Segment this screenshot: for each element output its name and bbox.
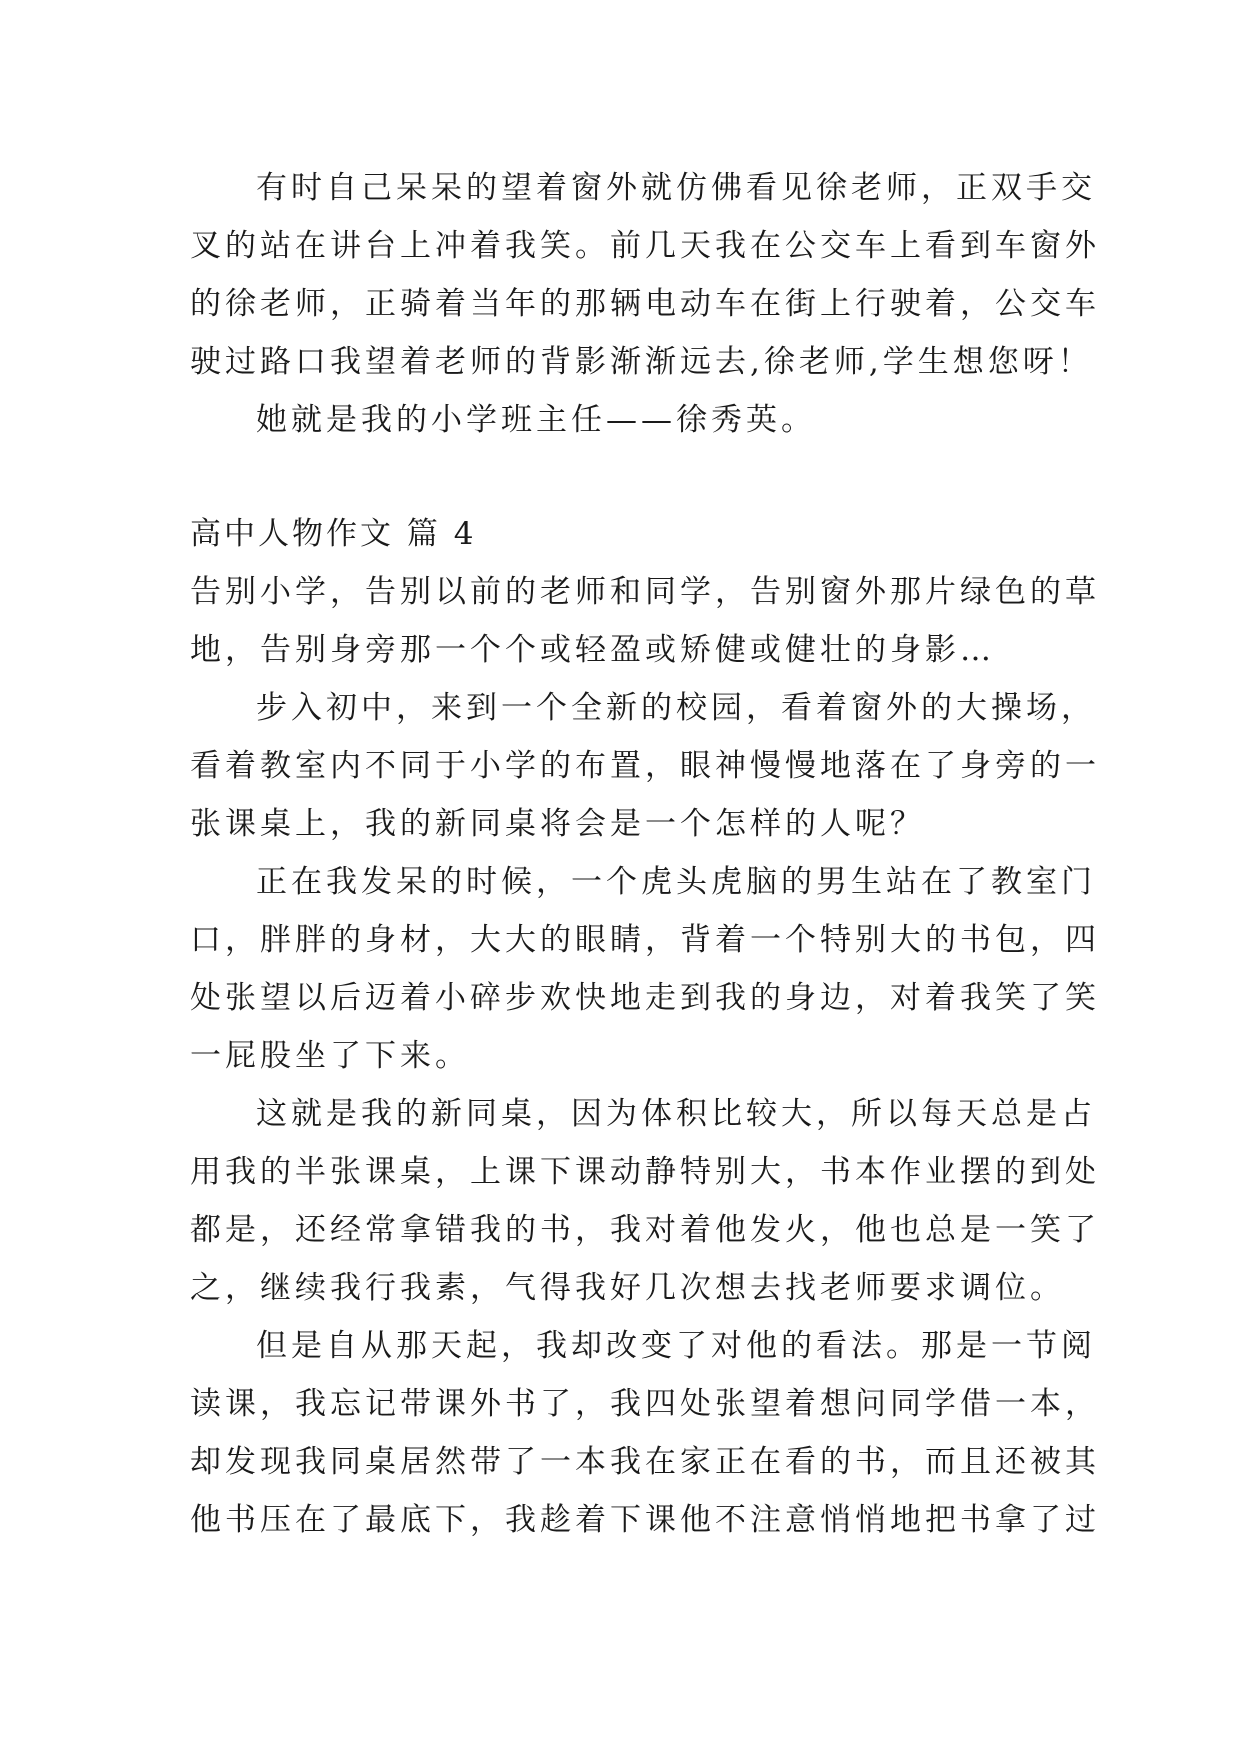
paragraph-line: 处张望以后迈着小碎步欢快地走到我的身边，对着我笑了笑: [190, 980, 1100, 1016]
paragraph-line: 的徐老师，正骑着当年的那辆电动车在街上行驶着，公交车: [190, 286, 1100, 322]
paragraph-line: 但是自从那天起，我却改变了对他的看法。那是一节阅: [256, 1328, 1096, 1364]
paragraph-line: 驶过路口我望着老师的背影渐渐远去,徐老师,学生想您呀！: [190, 344, 1093, 380]
paragraph-line: 步入初中，来到一个全新的校园，看着窗外的大操场，: [256, 690, 1096, 726]
paragraph-line: 她就是我的小学班主任——徐秀英。: [256, 402, 816, 438]
paragraph-line: 用我的半张课桌，上课下课动静特别大，书本作业摆的到处: [190, 1154, 1100, 1190]
paragraph-line: 口，胖胖的身材，大大的眼睛，背着一个特别大的书包，四: [190, 922, 1100, 958]
paragraph-line: 却发现我同桌居然带了一本我在家正在看的书，而且还被其: [190, 1444, 1100, 1480]
paragraph-line: 告别小学，告别以前的老师和同学，告别窗外那片绿色的草: [190, 574, 1100, 610]
paragraph-line: 看着教室内不同于小学的布置，眼神慢慢地落在了身旁的一: [190, 748, 1100, 784]
section-heading: 高中人物作文 篇 4: [190, 516, 477, 552]
paragraph-line: 都是，还经常拿错我的书，我对着他发火，他也总是一笑了: [190, 1212, 1100, 1248]
paragraph-line: 张课桌上，我的新同桌将会是一个怎样的人呢？: [190, 806, 925, 842]
paragraph-line: 有时自己呆呆的望着窗外就仿佛看见徐老师，正双手交: [256, 170, 1096, 206]
paragraph-line: 地，告别身旁那一个个或轻盈或矫健或健壮的身影…: [190, 632, 995, 668]
paragraph-line: 这就是我的新同桌，因为体积比较大，所以每天总是占: [256, 1096, 1096, 1132]
paragraph-line: 之，继续我行我素，气得我好几次想去找老师要求调位。: [190, 1270, 1065, 1306]
paragraph-line: 叉的站在讲台上冲着我笑。前几天我在公交车上看到车窗外: [190, 228, 1100, 264]
paragraph-line: 他书压在了最底下，我趁着下课他不注意悄悄地把书拿了过: [190, 1502, 1100, 1538]
paragraph-line: 正在我发呆的时候，一个虎头虎脑的男生站在了教室门: [256, 864, 1096, 900]
paragraph-line: 读课，我忘记带课外书了，我四处张望着想问同学借一本，: [190, 1386, 1100, 1422]
paragraph-line: 一屁股坐了下来。: [190, 1038, 470, 1074]
